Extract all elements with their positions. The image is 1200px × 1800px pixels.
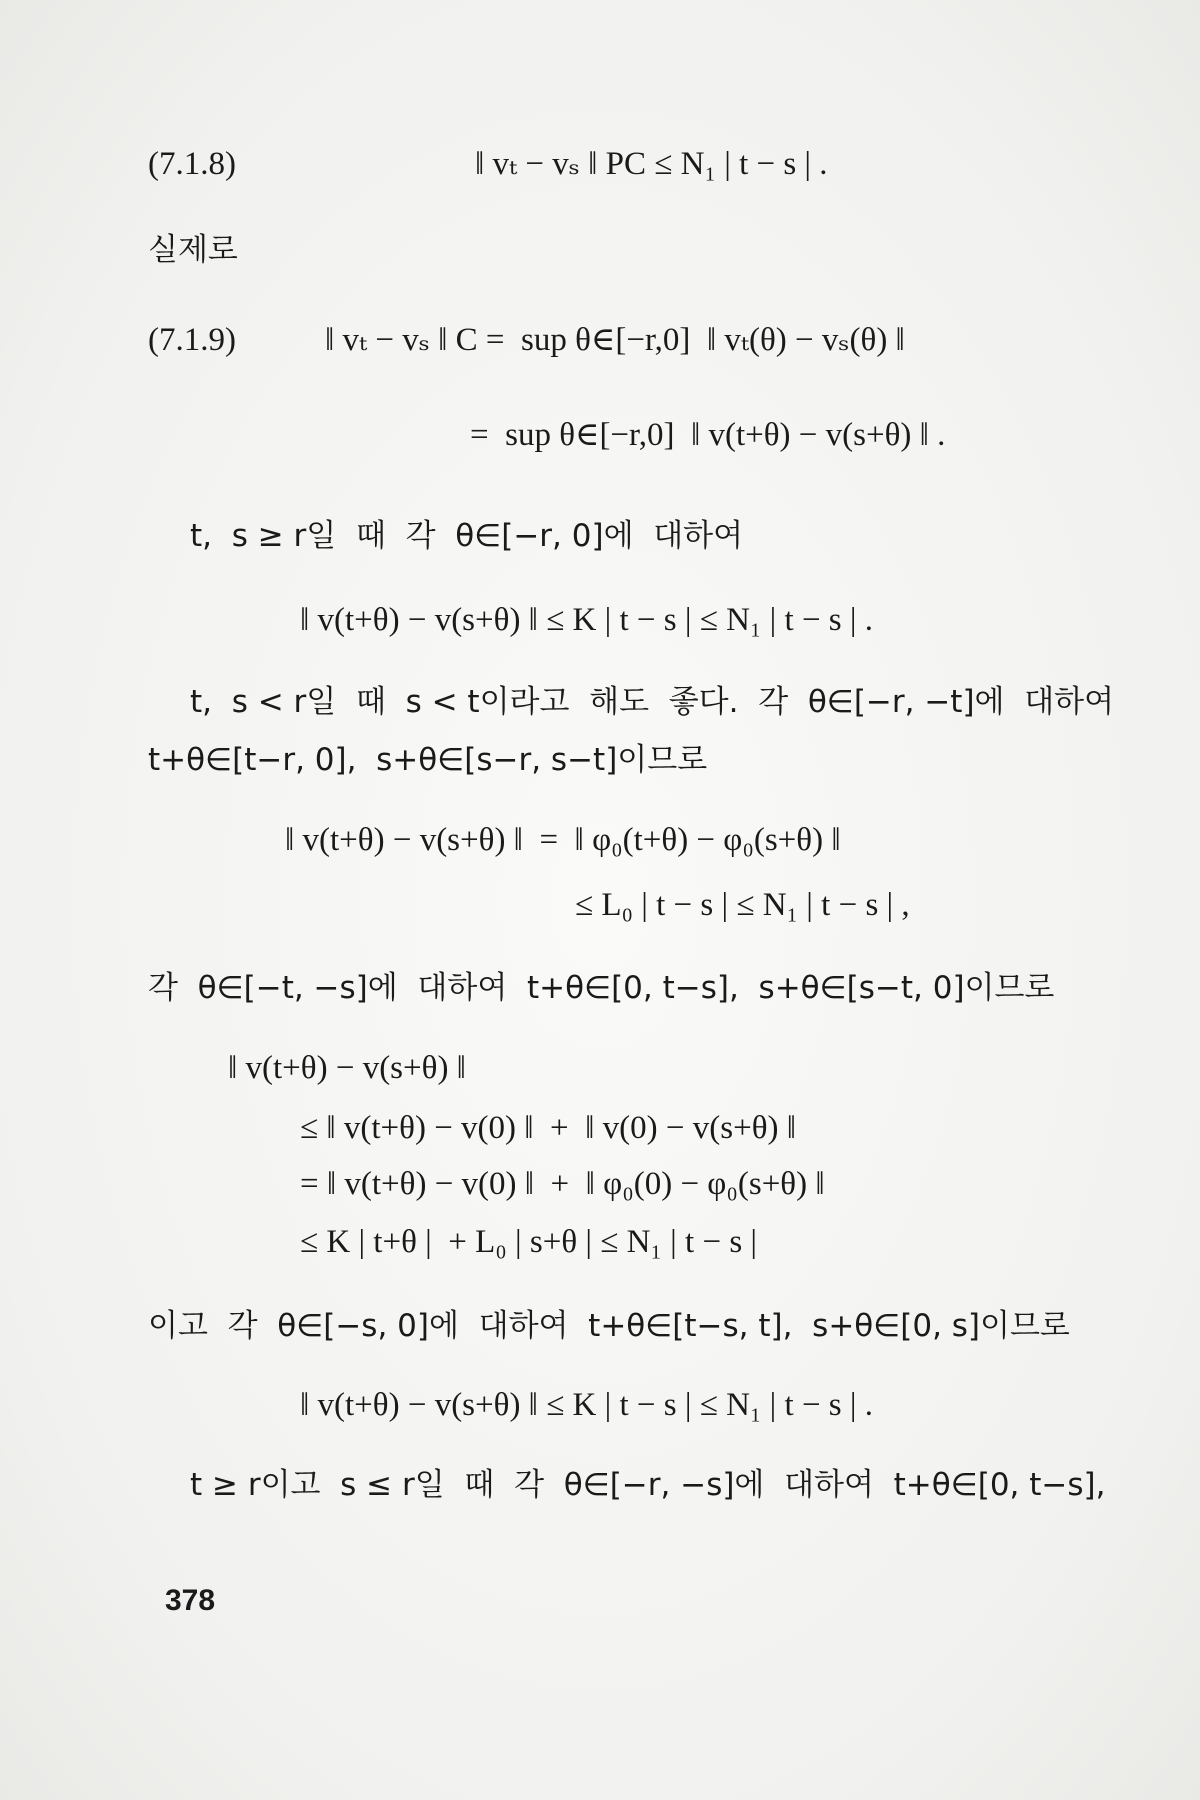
case1-text: t, s ≥ r일 때 각 θ∈[−r, 0]에 대하여 <box>190 518 744 554</box>
equation-7-1-9-line2: = sup θ∈[−r,0] ‖ v(t+θ) − v(s+θ) ‖ . <box>470 417 946 453</box>
case4-formula: ‖ v(t+θ) − v(s+θ) ‖ ≤ K | t − s | ≤ N₁ | t − s | . <box>300 1387 874 1423</box>
equation-number-7-1-9: (7.1.9) <box>148 322 236 358</box>
case3-line2: ≤ ‖ v(t+θ) − v(0) ‖ + ‖ v(0) − v(s+θ) ‖ <box>300 1110 797 1146</box>
intro-text: 실제로 <box>148 232 238 268</box>
case2-formula-line1: ‖ v(t+θ) − v(s+θ) ‖ = ‖ φ₀(t+θ) − φ₀(s+θ) ‖ <box>285 822 841 858</box>
equation-7-1-8: ‖ vₜ − vₛ ‖ PC ≤ N₁ | t − s | . <box>475 146 828 182</box>
case5-text: t ≥ r이고 s ≤ r일 때 각 θ∈[−r, −s]에 대하여 t+θ∈[0, t−s], <box>190 1467 1106 1503</box>
case3-line1: ‖ v(t+θ) − v(s+θ) ‖ <box>228 1050 466 1086</box>
case3-line4: ≤ K | t+θ | + L₀ | s+θ | ≤ N₁ | t − s | <box>300 1224 758 1260</box>
case2-text-line1: t, s < r일 때 s < t이라고 해도 좋다. 각 θ∈[−r, −t]에 대하여 <box>190 684 1115 720</box>
case4-text: 이고 각 θ∈[−s, 0]에 대하여 t+θ∈[t−s, t], s+θ∈[0, s]이므로 <box>148 1308 1070 1344</box>
case3-text: 각 θ∈[−t, −s]에 대하여 t+θ∈[0, t−s], s+θ∈[s−t, 0]이므로 <box>148 970 1055 1006</box>
page-number: 378 <box>165 1584 216 1617</box>
case2-formula-line2: ≤ L₀ | t − s | ≤ N₁ | t − s | , <box>575 887 910 923</box>
equation-7-1-9-line1: ‖ vₜ − vₛ ‖ C = sup θ∈[−r,0] ‖ vₜ(θ) − vₛ(θ) ‖ <box>325 322 905 358</box>
case3-line3: = ‖ v(t+θ) − v(0) ‖ + ‖ φ₀(0) − φ₀(s+θ) ‖ <box>300 1166 825 1202</box>
case2-text-line2: t+θ∈[t−r, 0], s+θ∈[s−r, s−t]이므로 <box>148 742 708 778</box>
equation-number-7-1-8: (7.1.8) <box>148 146 236 182</box>
case1-formula: ‖ v(t+θ) − v(s+θ) ‖ ≤ K | t − s | ≤ N₁ | t − s | . <box>300 602 874 638</box>
